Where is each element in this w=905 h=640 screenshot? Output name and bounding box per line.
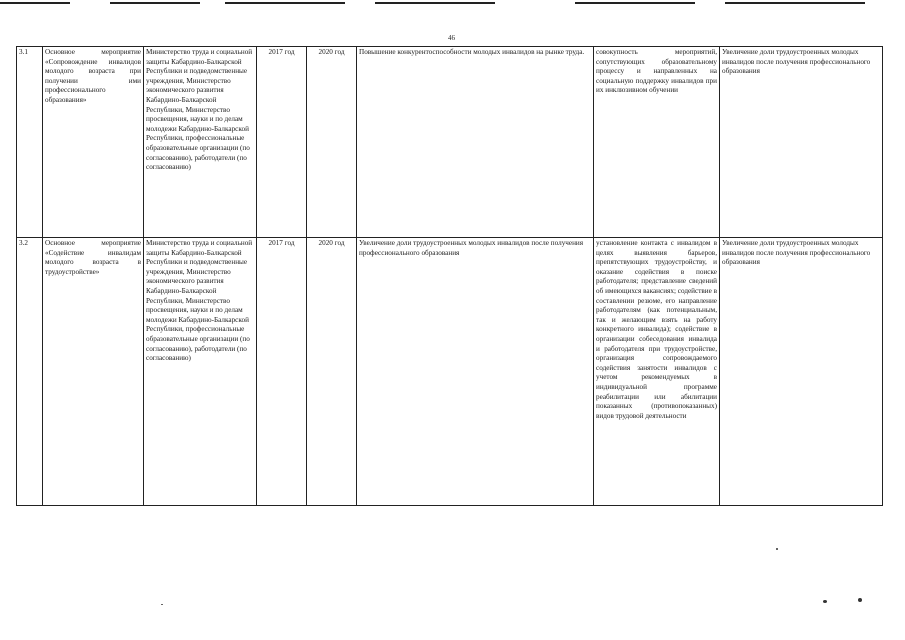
- executors: Министерство труда и социальной защиты Кабардино-Балкарской Республики и подведомственные учреждения, Министерство экономического развития Кабардино-Балкарской Республики, Министерство просвещения, науки и по делам молодежи Кабардино-Балкарской Республики, профессиональные образовательные организации (по согласованию), работодатели (по согласованию): [144, 47, 257, 238]
- row-number: 3.2: [17, 238, 43, 506]
- main-activities: установление контакта с инвалидом в целях выявления барьеров, препятствующих трудоустройству, и оказание содействия в поиске работодателя; представление сведений об имеющихся вакансиях; содействие в составлении резюме, его направление работодателям (как потенциальным, так и желающим взять на работу конкретного инвалида); содействие в организации собеседования инвалида и работодателя при трудоустройстве, организация сопровождаемого содействия занятости инвалидов с учетом рекомендуемых в индивидуальной программе реабилитации или абилитации показанных (противопоказанных) видов трудовой деятельности: [594, 238, 720, 506]
- scan-speck: [823, 600, 827, 603]
- scan-artifact-line: [575, 2, 695, 4]
- start-year: 2017 год: [257, 238, 307, 506]
- page-number: 46: [448, 34, 455, 42]
- target-indicator: Увеличение доли трудоустроенных молодых инвалидов после получения профессионального образования: [720, 238, 883, 506]
- scan-speck: [858, 598, 862, 602]
- scan-artifact-line: [0, 2, 70, 4]
- scan-artifact-line: [375, 2, 495, 4]
- table-row: [17, 47, 883, 238]
- scan-speck: [776, 548, 778, 550]
- row-number: 3.1: [17, 47, 43, 238]
- end-year: 2020 год: [307, 238, 357, 506]
- main-activities: совокупность мероприятий, сопутствующих образовательному процессу и направленных на социальную поддержку инвалидов при их инклюзивном обучении: [594, 47, 720, 238]
- target-indicator: Увеличение доли трудоустроенных молодых инвалидов после получения профессионального образования: [720, 47, 883, 238]
- table-row: [17, 238, 883, 506]
- start-year: 2017 год: [257, 47, 307, 238]
- scan-artifact-line: [225, 2, 345, 4]
- scan-artifact-line: [110, 2, 200, 4]
- measure-name: Основное мероприятие «Сопровождение инвалидов молодого возраста при получении ими профессионального образования»: [43, 47, 144, 238]
- executors: Министерство труда и социальной защиты Кабардино-Балкарской Республики и подведомственные учреждения, Министерство экономического развития Кабардино-Балкарской Республики, Министерство просвещения, науки и по делам молодежи Кабардино-Балкарской Республики, профессиональные образовательные организации (по согласованию), работодатели (по согласованию): [144, 238, 257, 506]
- end-year: 2020 год: [307, 47, 357, 238]
- scan-artifact-line: [725, 2, 865, 4]
- measures-table: [16, 46, 883, 506]
- expected-result: Повышение конкурентоспособности молодых инвалидов на рынке труда.: [357, 47, 594, 238]
- scan-speck: [161, 604, 163, 605]
- measure-name: Основное мероприятие «Содействие инвалидам молодого возраста в трудоустройстве»: [43, 238, 144, 506]
- expected-result: Увеличение доли трудоустроенных молодых инвалидов после получения профессионального образования: [357, 238, 594, 506]
